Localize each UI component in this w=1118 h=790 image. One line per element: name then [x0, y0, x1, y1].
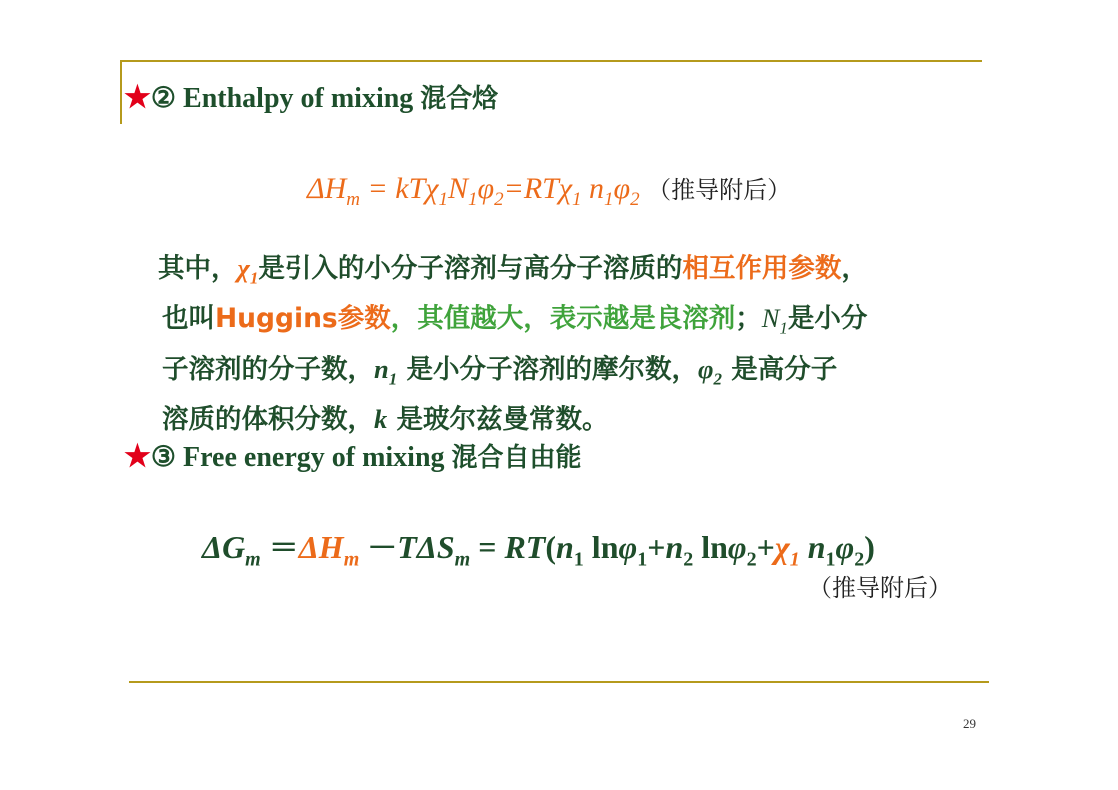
paragraph-line: 也叫Huggins参数，其值越大，表示越是良溶剂；$N_1$是小分 [162, 303, 868, 338]
explanation-paragraph [158, 248, 1018, 440]
bottom-divider [129, 681, 989, 683]
star-icon: ★ [124, 81, 151, 114]
paragraph-line: 溶质的体积分数，k 是玻尔兹曼常数。 [162, 403, 609, 435]
left-divider [120, 60, 122, 124]
heading-zh: 混合焓 [420, 84, 499, 114]
star-icon: ★ [124, 440, 151, 473]
free-energy-formula: $\Delta G_m =\Delta H_m -T\Delta S_m = RT(n_1$ $\ln\varphi_1+n_2$ $\ln\varphi_2+\chi_1$ $n_1\varphi_2$) [202, 529, 875, 571]
heading-free-energy: ★③ Free energy of mixing 混合自由能 [124, 440, 582, 473]
top-divider [121, 60, 982, 62]
heading-en: Free energy of mixing [183, 442, 445, 473]
page-number: 29 [963, 716, 976, 731]
derivation-note-2: （推导附后） [808, 574, 952, 602]
heading-zh: 混合自由能 [451, 443, 582, 473]
enthalpy-formula: $\Delta H_m = kT\chi_1N_1\varphi_2=RT\chi_1$ $n_1\varphi_2$ （推导附后） [307, 172, 792, 210]
paragraph-line: 子溶剂的分子数，$n_1$ 是小分子溶剂的摩尔数，$\varphi_2$ 是高分子 [162, 353, 838, 388]
heading-enthalpy: ★② Enthalpy of mixing 混合焓 [124, 81, 499, 114]
paragraph-line: 其中，$\chi_1$是引入的小分子溶剂与高分子溶质的相互作用参数， [158, 253, 868, 288]
heading-en: Enthalpy of mixing [183, 83, 414, 114]
derivation-note: （推导附后） [647, 176, 792, 204]
